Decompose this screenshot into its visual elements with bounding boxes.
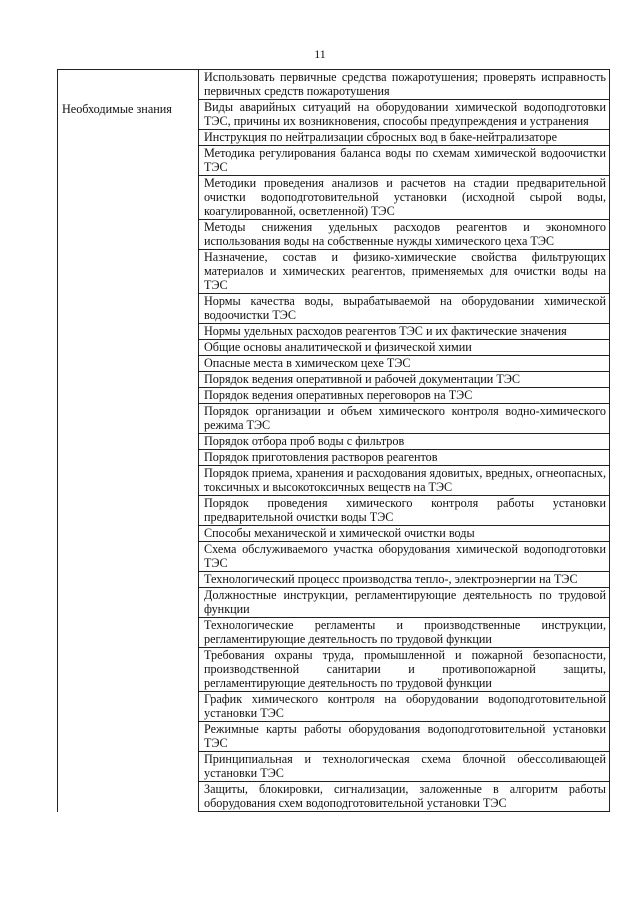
table-cell: Инструкция по нейтрализации сбросных вод в баке-нейтрализаторе: [199, 130, 609, 146]
table-cell: Порядок ведения оперативной и рабочей документации ТЭС: [199, 372, 609, 388]
page-number: 11: [314, 47, 326, 61]
table-cell: Принципиальная и технологическая схема блочной обессоливающей установки ТЭС: [199, 752, 609, 782]
table-cell: Порядок приготовления растворов реагентов: [199, 450, 609, 466]
table-cell: Методика регулирования баланса воды по схемам химической водоочистки ТЭС: [199, 146, 609, 176]
table-row: [58, 100, 609, 812]
table-cell: Нормы удельных расходов реагентов ТЭС и их фактические значения: [199, 324, 609, 340]
table-cell: Технологический процесс производства тепло-, электроэнергии на ТЭС: [199, 572, 609, 588]
table-cell: Методы снижения удельных расходов реагентов и экономного использования воды на собственные нужды химического цеха ТЭС: [199, 220, 609, 250]
table-cell: Порядок приема, хранения и расходования ядовитых, вредных, огнеопасных, токсичных и высокотоксичных веществ на ТЭС: [199, 466, 609, 496]
table-cell: Опасные места в химическом цехе ТЭС: [199, 356, 609, 372]
table-cell: Нормы качества воды, вырабатываемой на оборудовании химической водоочистки ТЭС: [199, 294, 609, 324]
table-cell: Использовать первичные средства пожаротушения; проверять исправность первичных средств пожаротушения: [199, 70, 609, 100]
table-cell: Схема обслуживаемого участка оборудования химической водоподготовки ТЭС: [199, 542, 609, 572]
table-cell: Способы механической и химической очистки воды: [199, 526, 609, 542]
table-cell: Порядок проведения химического контроля работы установки предварительной очистки воды ТЭС: [199, 496, 609, 526]
competency-table: [57, 69, 610, 812]
row-label: [58, 70, 199, 100]
table-cell: Режимные карты работы оборудования водоподготовительной установки ТЭС: [199, 722, 609, 752]
row-label: Необходимые знания: [58, 100, 199, 812]
table-cell: Порядок ведения оперативных переговоров на ТЭС: [199, 388, 609, 404]
table-row: [58, 70, 609, 100]
table-cell: Защиты, блокировки, сигнализации, заложенные в алгоритм работы оборудования схем водоподготовительной установки ТЭС: [199, 782, 609, 812]
table-cell: Назначение, состав и физико-химические свойства фильтрующих материалов и химических реагентов, применяемых для очистки воды на ТЭС: [199, 250, 609, 294]
table-cell: Виды аварийных ситуаций на оборудовании химической водоподготовки ТЭС, причины их возникновения, способы предупреждения и устранения: [199, 100, 609, 130]
table-cell: Порядок организации и объем химического контроля водно-химического режима ТЭС: [199, 404, 609, 434]
row-items: [199, 70, 609, 100]
table-cell: Порядок отбора проб воды с фильтров: [199, 434, 609, 450]
table-cell: Методики проведения анализов и расчетов на стадии предварительной очистки водоподготовительной установки (исходной сырой воды, коагулированной, осветленной) ТЭС: [199, 176, 609, 220]
table-cell: Должностные инструкции, регламентирующие деятельность по трудовой функции: [199, 588, 609, 618]
table-cell: График химического контроля на оборудовании водоподготовительной установки ТЭС: [199, 692, 609, 722]
table-cell: Требования охраны труда, промышленной и пожарной безопасности, производственной санитарии и противопожарной защиты, регламентирующие деятельность по трудовой функции: [199, 648, 609, 692]
table-cell: Общие основы аналитической и физической химии: [199, 340, 609, 356]
table-cell: Технологические регламенты и производственные инструкции, регламентирующие деятельность по трудовой функции: [199, 618, 609, 648]
row-items: [199, 100, 609, 812]
